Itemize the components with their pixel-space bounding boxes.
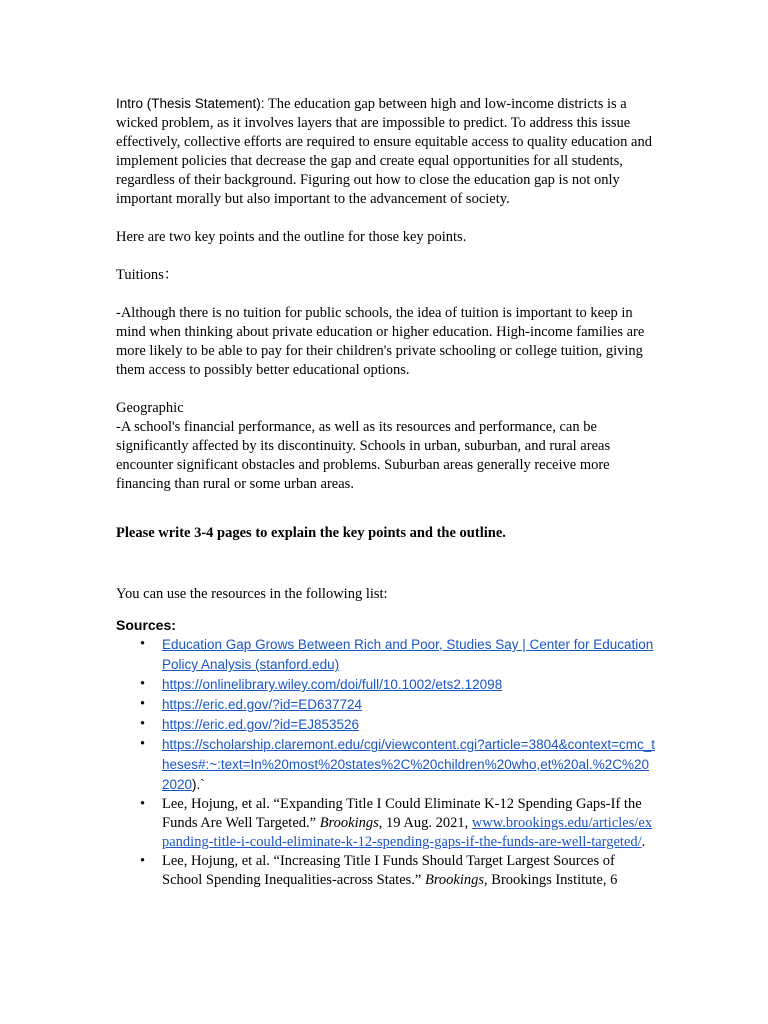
bullet-icon: • xyxy=(140,853,146,869)
key-points-intro: Here are two key points and the outline for those key points. xyxy=(116,229,467,245)
sources-list xyxy=(116,635,656,890)
source-link-6[interactable]: www.brookings.edu/articles/expanding-title-i-could-eliminate-k-12-spending-gaps-if-the-funds-are-well-targeted/ xyxy=(162,815,653,850)
geographic-text: -A school's financial performance, as well as its resources and performance, can be significantly affected by its discontinuity. Schools in urban, suburban, and rural areas encounter significant obstacles and problems. Suburban areas generally receive more financing than rural or some urban areas. xyxy=(116,419,611,492)
resources-intro: You can use the resources in the following list: xyxy=(116,586,388,602)
source-publisher-7: Brookings xyxy=(424,872,485,888)
source-date-6: , 19 Aug. 2021, xyxy=(378,815,472,831)
source-item-2 xyxy=(116,675,656,695)
request-text: Please write 3-4 pages to explain the key points and the outline. xyxy=(116,525,506,541)
source-link-3[interactable]: https://eric.ed.gov/?id=ED637724 xyxy=(162,697,363,712)
source-item-4 xyxy=(116,715,656,735)
document-body xyxy=(116,94,656,890)
source-item-1 xyxy=(116,635,656,675)
source-link-2[interactable]: https://onlinelibrary.wiley.com/doi/full/10.1002/ets2.12098 xyxy=(162,677,503,692)
source-citation-7: Lee, Hojung, et al. “Increasing Title I Funds Should Target Largest Sources of School Spending Inequalities-across States.” xyxy=(162,853,615,888)
geographic-heading: Geographic xyxy=(116,400,184,416)
tuitions-text: -Although there is no tuition for public schools, the idea of tuition is important to keep in mind when thinking about private education or higher education. High-income families are more likely to be able to pay for their children's private schooling or college tuition, giving them access to possibly better educational options. xyxy=(116,305,645,378)
source-link-4[interactable]: https://eric.ed.gov/?id=EJ853526 xyxy=(162,717,360,732)
source-tail-7: , Brookings Institute, 6 xyxy=(484,872,618,888)
source-link-5[interactable]: https://scholarship.claremont.edu/cgi/viewcontent.cgi?article=3804&context=cmc_theses#:~:text=In%20most%20states%2C%20children%20who,et%20al.%2C%202020 xyxy=(162,737,656,792)
bullet-icon: • xyxy=(140,796,146,812)
tuitions-heading: Tuitions： xyxy=(116,267,179,283)
intro-text: The education gap between high and low-income districts is a wicked problem, as it involves layers that are impossible to predict. To address this issue effectively, collective efforts are required to ensure equitable access to quality education and implement policies that decrease the gap and create equal opportunities for all students, regardless of their background. Figuring out how to close the education gap is not only important morally but also important to the advancement of society. xyxy=(116,96,652,207)
source-suffix-6: . xyxy=(641,834,646,850)
source-publisher-6: Brookings xyxy=(319,815,379,831)
sources-title: Sources: xyxy=(116,617,176,633)
bullet-icon: • xyxy=(140,716,146,732)
source-link-1[interactable]: Education Gap Grows Between Rich and Poor, Studies Say | Center for Education Policy Analysis (stanford.edu) xyxy=(162,637,654,672)
intro-label: Intro (Thesis Statement): xyxy=(116,96,265,111)
source-item-7 xyxy=(116,852,656,890)
source-item-3 xyxy=(116,695,656,715)
bullet-icon: • xyxy=(140,676,146,692)
source-item-5 xyxy=(116,735,656,795)
source-item-6 xyxy=(116,795,656,852)
bullet-icon: • xyxy=(140,696,146,712)
intro-paragraph xyxy=(116,94,656,209)
source-suffix-5: ).` xyxy=(192,777,205,792)
source-citation-6: Lee, Hojung, et al. “Expanding Title I Could Eliminate K-12 Spending Gaps-If the Funds Are Well Targeted.” xyxy=(162,796,642,831)
bullet-icon: • xyxy=(140,736,146,752)
bullet-icon: • xyxy=(140,636,146,652)
